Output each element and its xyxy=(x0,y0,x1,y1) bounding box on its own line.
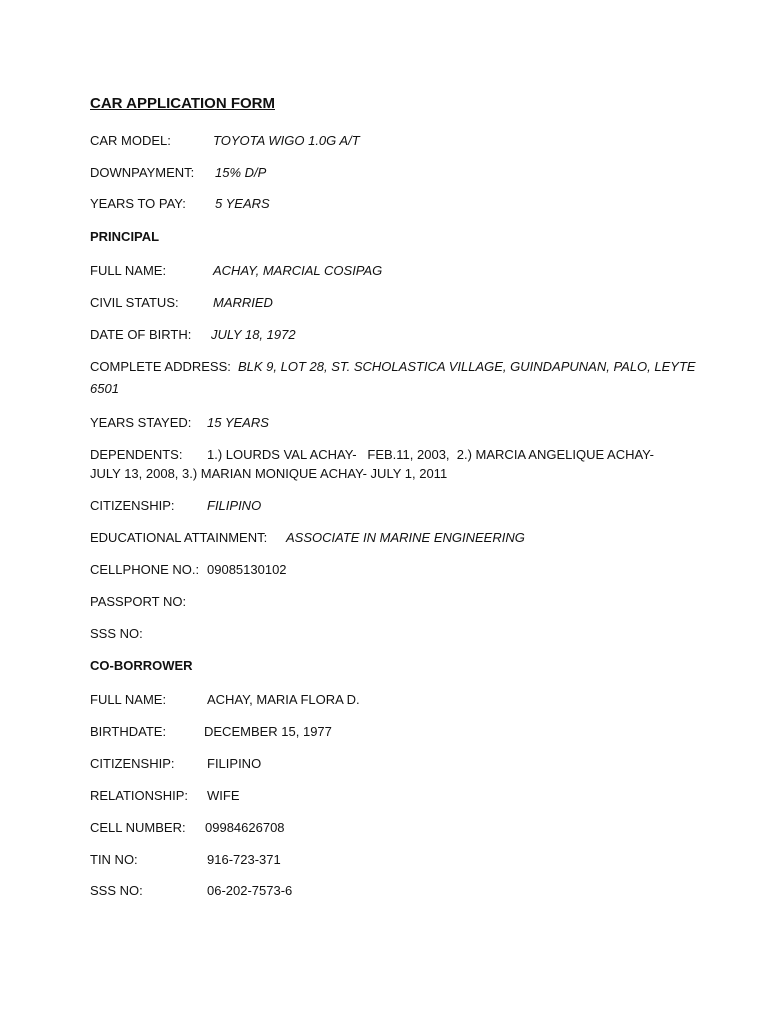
principal-heading: PRINCIPAL xyxy=(90,229,160,244)
relationship-label: RELATIONSHIP: xyxy=(90,788,189,803)
years-stayed-label: YEARS STAYED: xyxy=(90,415,192,430)
education-label: EDUCATIONAL ATTAINMENT: xyxy=(90,530,268,545)
address-value-line1: BLK 9, LOT 28, ST. SCHOLASTICA VILLAGE, GUINDAPUNAN, PALO, LEYTE xyxy=(238,359,696,374)
cellphone-value: 09085130102 xyxy=(207,562,287,577)
co-borrower-sss-label: SSS NO: xyxy=(90,883,143,898)
co-borrower-sss-value: 06-202-7573-6 xyxy=(207,883,293,898)
principal-citizenship-label: CITIZENSHIP: xyxy=(90,498,175,513)
cellphone-label: CELLPHONE NO.: xyxy=(90,562,200,577)
tin-value: 916-723-371 xyxy=(207,852,281,867)
dependents-line2: JULY 13, 2008, 3.) MARIAN MONIQUE ACHAY- JULY 1, 2011 xyxy=(90,466,448,481)
cell-number-value: 09984626708 xyxy=(205,820,285,835)
dependents-label: DEPENDENTS: xyxy=(90,447,183,462)
co-borrower-birthdate-label: BIRTHDATE: xyxy=(90,724,167,739)
co-borrower-heading: CO-BORROWER xyxy=(90,658,193,673)
civil-status-value: MARRIED xyxy=(213,295,273,310)
civil-status-label: CIVIL STATUS: xyxy=(90,295,179,310)
downpayment-label: DOWNPAYMENT: xyxy=(90,165,195,180)
car-model-value: TOYOTA WIGO 1.0G A/T xyxy=(213,133,360,148)
date-of-birth-label: DATE OF BIRTH: xyxy=(90,327,192,342)
relationship-value: WIFE xyxy=(207,788,240,803)
address-value-line2: 6501 xyxy=(90,381,119,396)
years-to-pay-value: 5 YEARS xyxy=(215,196,270,211)
co-borrower-birthdate-value: DECEMBER 15, 1977 xyxy=(204,724,332,739)
form-title: CAR APPLICATION FORM xyxy=(90,95,275,112)
principal-full-name-value: ACHAY, MARCIAL COSIPAG xyxy=(213,263,383,278)
education-value: ASSOCIATE IN MARINE ENGINEERING xyxy=(286,530,525,545)
tin-label: TIN NO: xyxy=(90,852,138,867)
co-borrower-citizenship-label: CITIZENSHIP: xyxy=(90,756,175,771)
date-of-birth-value: JULY 18, 1972 xyxy=(211,327,296,342)
principal-citizenship-value: FILIPINO xyxy=(207,498,262,513)
principal-sss-label: SSS NO: xyxy=(90,626,143,641)
cell-number-label: CELL NUMBER: xyxy=(90,820,186,835)
principal-full-name-label: FULL NAME: xyxy=(90,263,167,278)
co-borrower-full-name-label: FULL NAME: xyxy=(90,692,167,707)
car-model-label: CAR MODEL: xyxy=(90,133,171,148)
co-borrower-full-name-value: ACHAY, MARIA FLORA D. xyxy=(207,692,360,707)
downpayment-value: 15% D/P xyxy=(215,165,267,180)
address-label: COMPLETE ADDRESS: xyxy=(90,359,231,374)
dependents-line1: 1.) LOURDS VAL ACHAY- FEB.11, 2003, 2.) MARCIA ANGELIQUE ACHAY- xyxy=(207,447,654,462)
years-stayed-value: 15 YEARS xyxy=(207,415,269,430)
years-to-pay-label: YEARS TO PAY: xyxy=(90,196,186,211)
co-borrower-citizenship-value: FILIPINO xyxy=(207,756,262,771)
passport-label: PASSPORT NO: xyxy=(90,594,187,609)
